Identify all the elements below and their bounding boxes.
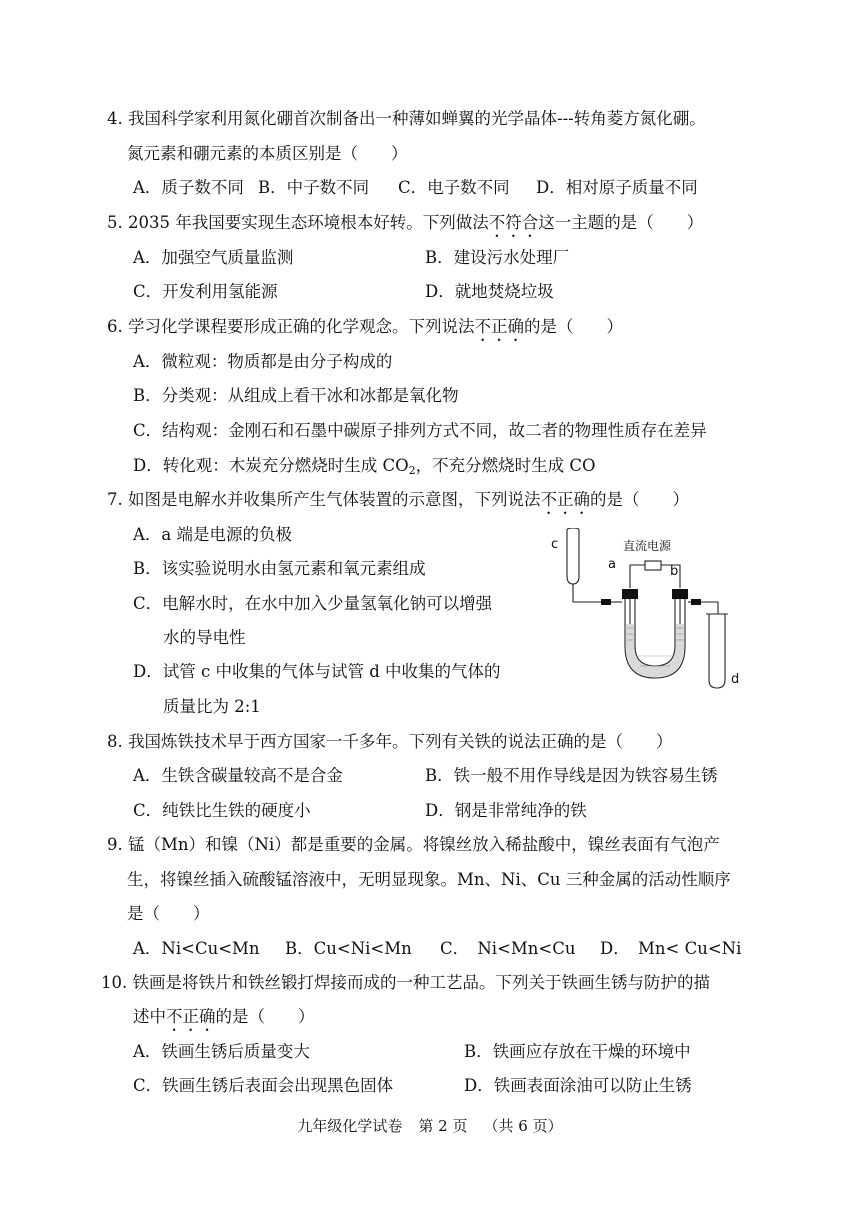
q7-emphasis: 不正确 <box>540 490 590 509</box>
q8-option-d: D．钢是非常纯净的铁 <box>425 801 587 820</box>
q6-stem-pre: 6. 学习化学课程要形成正确的化学观念。下列说法 <box>107 317 475 336</box>
q9-stem-line3: 是（ ） <box>127 904 210 923</box>
q6-stem <box>107 316 623 345</box>
q6-option-d <box>133 455 596 477</box>
q7-stem-post: 的是（ ） <box>590 490 689 509</box>
q4-option-d: D．相对原子质量不同 <box>536 178 698 197</box>
label-a: a <box>608 557 616 572</box>
label-power-supply: 直流电源 <box>623 539 672 553</box>
q5-stem-pre: 5. 2035 年我国要实现生态环境根本好转。下列做法 <box>107 213 489 232</box>
wire-a <box>630 565 645 588</box>
q5-option-a: A．加强空气质量监测 <box>133 248 294 267</box>
footer-total-pages: （共 6 页） <box>483 1117 563 1135</box>
q9-option-a: A．Ni<Cu<Mn <box>133 939 260 958</box>
q6-emphasis: 不正确 <box>474 317 524 336</box>
q10-option-d: D．铁画表面涂油可以防止生锈 <box>464 1076 692 1095</box>
q4-option-a: A．质子数不同 <box>133 178 244 197</box>
q7-option-b: B．该实验说明水由氢元素和氧元素组成 <box>133 559 426 578</box>
q5-option-c: C．开发利用氢能源 <box>133 282 278 301</box>
q6-option-a: A．微粒观：物质都是由分子构成的 <box>133 352 393 371</box>
q7-stem-pre: 7. 如图是电解水并收集所产生气体装置的示意图，下列说法 <box>107 490 541 509</box>
q10-stem-line1: 10. 铁画是将铁片和铁丝锻打焊接而成的一种工艺品。下列关于铁画生锈与防护的描 <box>101 973 710 992</box>
stopper-left <box>622 589 638 599</box>
q4-stem-line2: 氮元素和硼元素的本质区别是（ ） <box>127 144 408 163</box>
q10-option-c: C．铁画生锈后表面会出现黑色固体 <box>133 1076 394 1095</box>
q9-stem-line1: 9. 锰（Mn）和镍（Ni）都是重要的金属。将镍丝放入稀盐酸中，镍丝表面有气泡产 <box>107 835 720 854</box>
q10-stem-pre: 述中 <box>133 1007 166 1026</box>
q7-option-a: A．a 端是电源的负极 <box>133 525 292 544</box>
q6-option-d-pre: D．转化观：木炭充分燃烧时生成 CO <box>133 456 409 475</box>
footer-title: 九年级化学试卷 <box>297 1117 403 1135</box>
q5-option-b: B．建设污水处理厂 <box>425 248 570 267</box>
q10-stem-line2 <box>133 1006 315 1035</box>
q5-stem <box>107 212 703 241</box>
q6-option-b: B．分类观：从组成上看干冰和冰都是氧化物 <box>133 386 459 405</box>
q4-option-b: B．中子数不同 <box>258 178 370 197</box>
footer-page-number: 第 2 页 <box>418 1117 468 1135</box>
q10-option-b: B．铁画应存放在干燥的环境中 <box>464 1042 691 1061</box>
q9-option-c: C． Ni<Mn<Cu <box>440 939 576 958</box>
q10-emphasis: 不正确 <box>166 1007 216 1026</box>
label-c: c <box>551 537 559 552</box>
q5-option-d: D．就地焚烧垃圾 <box>425 282 554 301</box>
electrolysis-apparatus-diagram <box>545 528 755 698</box>
test-tube-c <box>567 528 579 584</box>
q10-option-a: A．铁画生锈后质量变大 <box>133 1042 310 1061</box>
q8-stem: 8. 我国炼铁技术早于西方国家一千多年。下列有关铁的说法正确的是（ ） <box>107 732 673 751</box>
q6-option-c: C．结构观：金刚石和石墨中碳原子排列方式不同，故二者的物理性质存在差异 <box>133 421 707 440</box>
stopper-right <box>672 589 688 599</box>
q8-option-b: B．铁一般不用作导线是因为铁容易生锈 <box>425 766 718 785</box>
page-footer <box>0 1116 860 1136</box>
q5-emphasis: 不符合 <box>488 213 539 232</box>
q7-stem <box>107 489 689 518</box>
q4-option-c: C．电子数不同 <box>398 178 510 197</box>
test-tube-d <box>709 614 725 688</box>
label-b: b <box>670 564 679 579</box>
q5-stem-post: 这一主题的是（ ） <box>538 213 704 232</box>
q9-option-d: D． Mn< Cu<Ni <box>600 939 742 958</box>
q6-option-d-post: ，不充分燃烧时生成 CO <box>415 456 596 475</box>
q8-option-a: A．生铁含碳量较高不是合金 <box>133 766 343 785</box>
q7-option-c-line1: C．电解水时，在水中加入少量氢氧化钠可以增强 <box>133 594 493 613</box>
q7-option-d-line2: 质量比为 2:1 <box>163 697 261 716</box>
q4-stem-line1: 4. 我国科学家利用氮化硼首次制备出一种薄如蝉翼的光学晶体---转角菱方氮化硼。 <box>107 109 706 128</box>
q9-stem-line2: 生，将镍丝插入硫酸锰溶液中，无明显现象。Mn、Ni、Cu 三种金属的活动性顺序 <box>127 870 731 889</box>
dc-power-supply <box>645 561 661 570</box>
q6-option-d-subscript: 2 <box>408 464 416 477</box>
q10-stem-post: 的是（ ） <box>215 1007 315 1026</box>
q7-option-d-line1: D．试管 c 中收集的气体与试管 d 中收集的气体的 <box>133 662 501 681</box>
label-d: d <box>731 672 740 687</box>
q6-stem-post: 的是（ ） <box>524 317 623 336</box>
q8-option-c: C．纯铁比生铁的硬度小 <box>133 801 311 820</box>
q7-option-c-line2: 水的导电性 <box>163 628 246 647</box>
q9-option-b: B．Cu<Ni<Mn <box>285 939 412 958</box>
